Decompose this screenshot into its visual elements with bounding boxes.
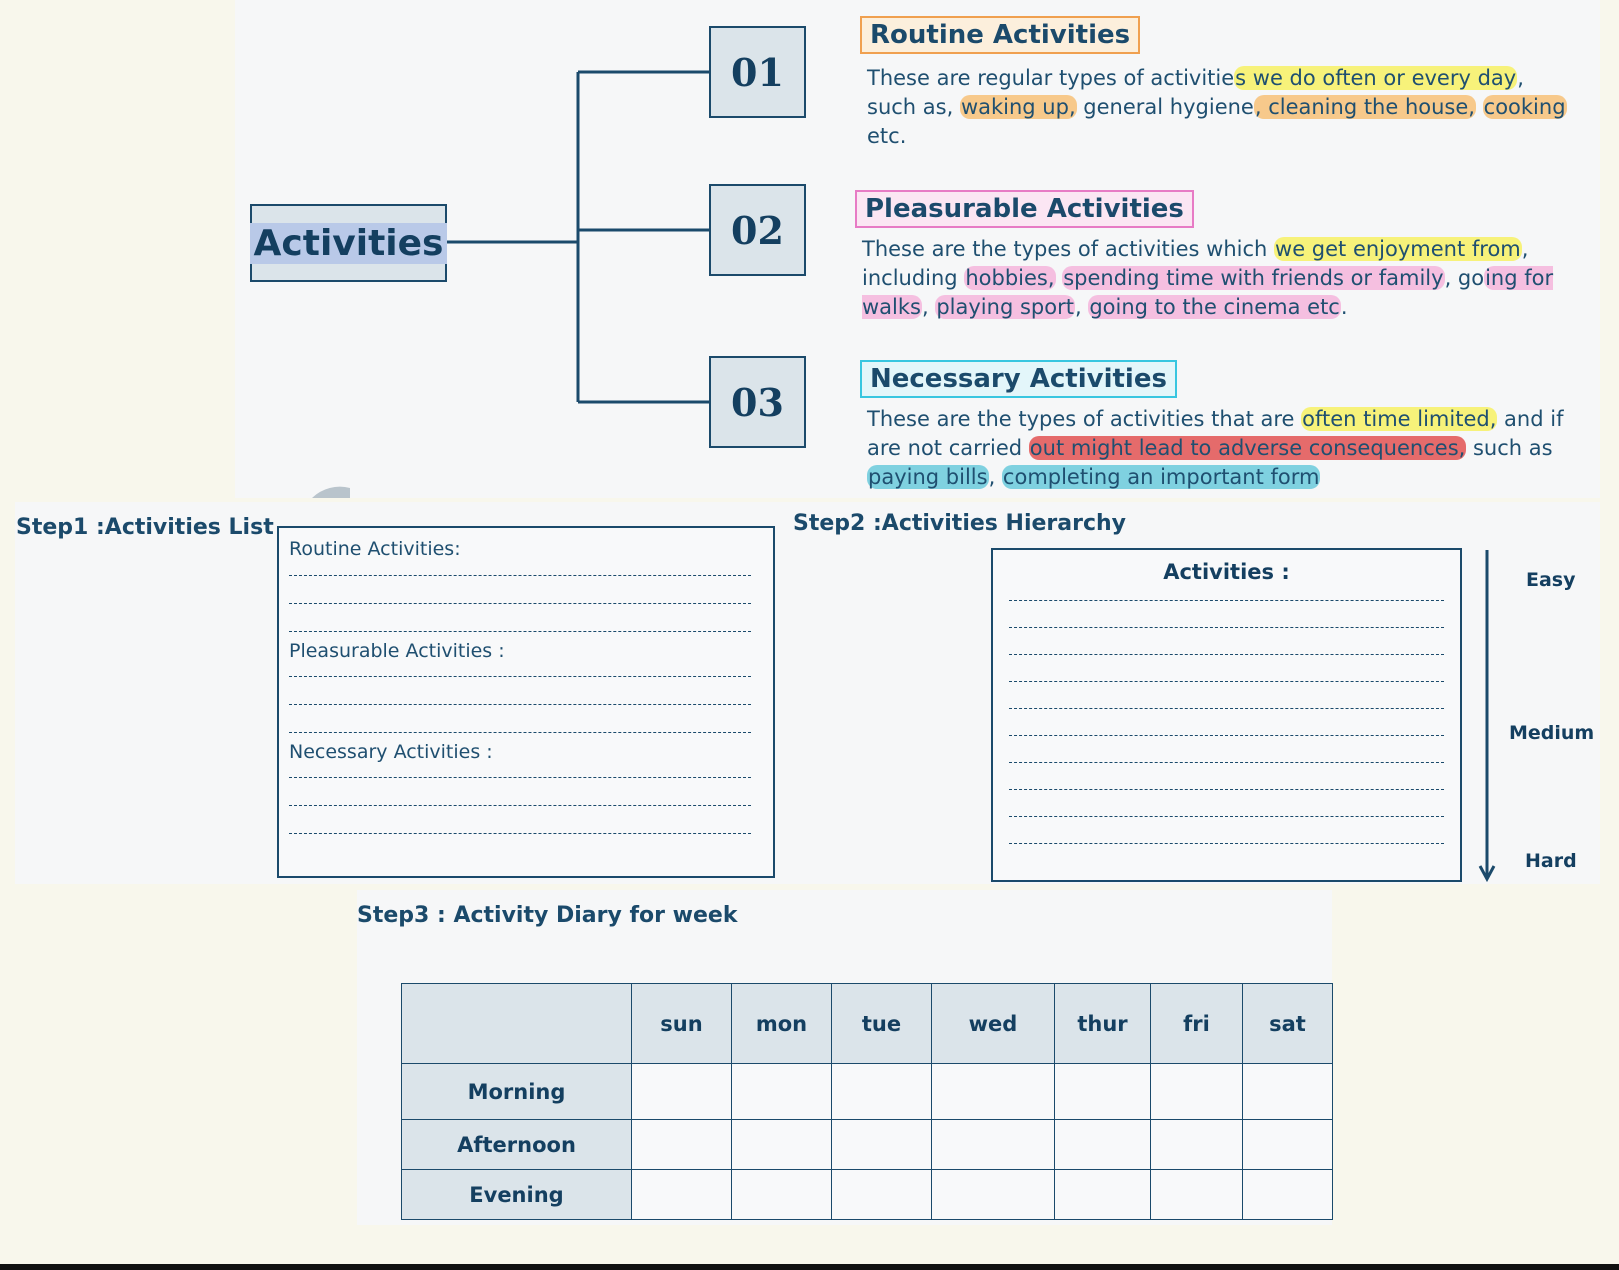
diary-cell[interactable] xyxy=(1055,1170,1151,1220)
root-box xyxy=(250,204,447,282)
diary-cell[interactable] xyxy=(932,1170,1055,1220)
diary-cell[interactable] xyxy=(732,1120,832,1170)
pleasurable-description xyxy=(862,235,1567,322)
hierarchy-box-title: Activities : xyxy=(1163,560,1290,584)
number-label: 01 xyxy=(731,49,784,95)
description-text: , xyxy=(1074,295,1089,319)
writing-line xyxy=(289,631,751,632)
diary-cell[interactable] xyxy=(1151,1170,1243,1220)
day-header: wed xyxy=(932,984,1055,1064)
day-header: tue xyxy=(832,984,932,1064)
writing-line xyxy=(1009,843,1444,844)
description-text: , xyxy=(988,465,1002,489)
period-label: Morning xyxy=(402,1064,632,1120)
step1-title: Step1 :Activities List xyxy=(16,515,274,540)
necessary-description xyxy=(867,405,1567,492)
period-label: Evening xyxy=(402,1170,632,1220)
description-text: . xyxy=(1340,295,1348,319)
writing-line xyxy=(1009,789,1444,790)
diary-cell[interactable] xyxy=(1055,1064,1151,1120)
writing-line xyxy=(289,777,751,778)
diary-cell[interactable] xyxy=(832,1170,932,1220)
bottom-border xyxy=(0,1264,1619,1270)
writing-line xyxy=(289,732,751,733)
writing-line xyxy=(1009,654,1444,655)
day-header: sun xyxy=(632,984,732,1064)
description-text: general hygiene xyxy=(1076,95,1254,119)
description-text: These are regular types of activitie xyxy=(867,66,1235,90)
writing-line xyxy=(1009,708,1444,709)
writing-line xyxy=(289,833,751,834)
description-text: such as xyxy=(1466,436,1553,460)
diary-cell[interactable] xyxy=(1243,1170,1333,1220)
highlighted-phrase: going to the cinema etc xyxy=(1089,295,1340,319)
level-easy: Easy xyxy=(1526,569,1576,591)
description-text: , go xyxy=(1444,266,1485,290)
highlighted-phrase: s we do often or every day xyxy=(1235,66,1517,90)
highlighted-phrase: we get enjoyment from xyxy=(1275,237,1521,261)
highlighted-phrase: hobbies, xyxy=(965,266,1055,290)
diary-cell[interactable] xyxy=(1055,1120,1151,1170)
diary-cell[interactable] xyxy=(632,1064,732,1120)
highlighted-phrase: ing for walks xyxy=(862,266,1554,319)
highlighted-phrase: cooking xyxy=(1483,95,1566,119)
diary-row-morning xyxy=(402,1064,1333,1120)
description-text: , xyxy=(921,295,936,319)
pleasurable-title: Pleasurable Activities xyxy=(855,190,1194,228)
necessary-title: Necessary Activities xyxy=(860,360,1177,398)
diary-cell[interactable] xyxy=(732,1064,832,1120)
routine-description xyxy=(867,64,1567,151)
diary-cell[interactable] xyxy=(632,1170,732,1220)
highlighted-phrase: , cleaning the house, xyxy=(1254,95,1475,119)
root-label: Activities xyxy=(250,223,448,264)
diary-cell[interactable] xyxy=(632,1120,732,1170)
highlighted-phrase: often time limited, xyxy=(1302,407,1497,431)
list-section-pleasurable: Pleasurable Activities : xyxy=(289,640,505,662)
number-label: 03 xyxy=(731,379,784,425)
writing-line xyxy=(289,704,751,705)
diary-header-row xyxy=(402,984,1333,1064)
highlighted-phrase: out might lead to adverse consequences, xyxy=(1029,436,1466,460)
diary-cell[interactable] xyxy=(1243,1064,1333,1120)
day-header: sat xyxy=(1243,984,1333,1064)
number-box-01 xyxy=(709,26,806,118)
writing-line xyxy=(289,575,751,576)
description-text: , including xyxy=(862,237,1529,290)
highlighted-phrase: paying bills xyxy=(868,465,988,489)
number-box-03 xyxy=(709,356,806,448)
writing-line xyxy=(1009,627,1444,628)
step2-title: Step2 :Activities Hierarchy xyxy=(793,511,1126,536)
diary-cell[interactable] xyxy=(832,1120,932,1170)
step3-title: Step3 : Activity Diary for week xyxy=(357,903,738,928)
period-label: Afternoon xyxy=(402,1120,632,1170)
diary-corner-cell xyxy=(402,984,632,1064)
routine-title: Routine Activities xyxy=(860,16,1140,54)
list-section-routine: Routine Activities: xyxy=(289,538,461,560)
highlighted-phrase: playing sport xyxy=(936,295,1074,319)
level-medium: Medium xyxy=(1509,722,1595,744)
diary-cell[interactable] xyxy=(932,1120,1055,1170)
hierarchy-box xyxy=(991,548,1462,882)
list-section-necessary: Necessary Activities : xyxy=(289,741,493,763)
writing-line xyxy=(1009,600,1444,601)
highlighted-phrase: spending time with friends or family xyxy=(1063,266,1444,290)
writing-line xyxy=(1009,816,1444,817)
writing-line xyxy=(1009,681,1444,682)
level-hard: Hard xyxy=(1525,850,1577,872)
difficulty-arrow xyxy=(1475,548,1499,884)
description-text: These are the types of activities that are xyxy=(867,407,1302,431)
day-header: thur xyxy=(1055,984,1151,1064)
writing-line xyxy=(289,676,751,677)
description-text xyxy=(1476,95,1483,119)
writing-line xyxy=(1009,735,1444,736)
diary-cell[interactable] xyxy=(932,1064,1055,1120)
description-text: , such as, xyxy=(867,66,1524,119)
diary-cell[interactable] xyxy=(832,1064,932,1120)
number-box-02 xyxy=(709,184,806,276)
diary-row-afternoon xyxy=(402,1120,1333,1170)
description-text: These are the types of activities which xyxy=(862,237,1275,261)
description-text: and if are not carried xyxy=(867,407,1564,460)
activity-diary-table xyxy=(401,983,1333,1220)
writing-line xyxy=(289,603,751,604)
writing-line xyxy=(1009,762,1444,763)
number-label: 02 xyxy=(731,207,784,253)
diary-cell[interactable] xyxy=(1151,1120,1243,1170)
day-header: mon xyxy=(732,984,832,1064)
highlighted-phrase: completing an important form xyxy=(1002,465,1320,489)
diary-cell[interactable] xyxy=(732,1170,832,1220)
highlighted-phrase: waking up, xyxy=(960,95,1076,119)
diary-row-evening xyxy=(402,1170,1333,1220)
writing-line xyxy=(289,805,751,806)
diary-cell[interactable] xyxy=(1151,1064,1243,1120)
description-text: etc. xyxy=(867,124,907,148)
day-header: fri xyxy=(1151,984,1243,1064)
diary-cell[interactable] xyxy=(1243,1120,1333,1170)
activities-list-box xyxy=(277,526,775,878)
